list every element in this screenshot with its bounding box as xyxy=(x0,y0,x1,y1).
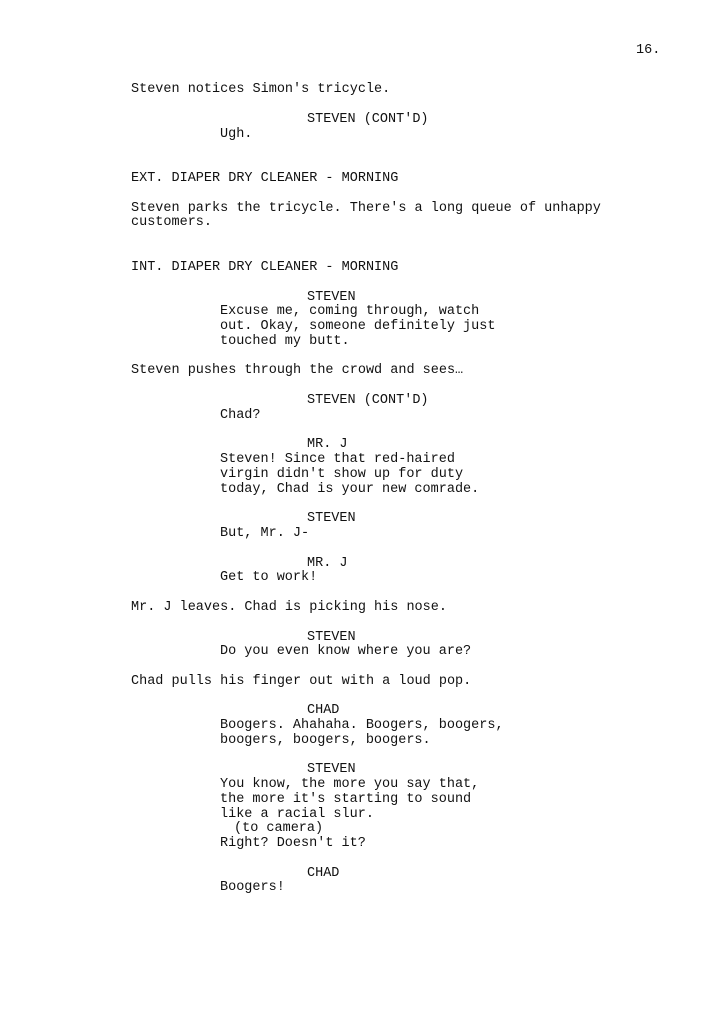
dialogue-line: touched my butt. xyxy=(220,334,350,349)
dialogue-line: the more it's starting to sound xyxy=(220,792,472,807)
dialogue-line: Ugh. xyxy=(220,127,253,142)
character-cue: CHAD xyxy=(307,866,340,881)
action-line: Chad pulls his finger out with a loud pop. xyxy=(131,674,472,689)
dialogue-line: Chad? xyxy=(220,408,261,423)
character-cue: STEVEN (CONT'D) xyxy=(307,393,429,408)
scene-heading: INT. DIAPER DRY CLEANER - MORNING xyxy=(131,260,399,275)
dialogue-line: Right? Doesn't it? xyxy=(220,836,366,851)
scene-heading: EXT. DIAPER DRY CLEANER - MORNING xyxy=(131,171,399,186)
character-cue: MR. J xyxy=(307,556,348,571)
dialogue-line: like a racial slur. xyxy=(220,807,374,822)
dialogue-line: Do you even know where you are? xyxy=(220,644,472,659)
dialogue-line: virgin didn't show up for duty xyxy=(220,467,464,482)
dialogue-line: Boogers! xyxy=(220,880,285,895)
character-cue: STEVEN xyxy=(307,511,356,526)
dialogue-line: boogers, boogers, boogers. xyxy=(220,733,431,748)
character-cue: STEVEN xyxy=(307,630,356,645)
character-cue: MR. J xyxy=(307,437,348,452)
dialogue-line: today, Chad is your new comrade. xyxy=(220,482,480,497)
dialogue-line: Steven! Since that red-haired xyxy=(220,452,455,467)
dialogue-line: out. Okay, someone definitely just xyxy=(220,319,496,334)
parenthetical: (to camera) xyxy=(234,821,324,836)
dialogue-line: But, Mr. J- xyxy=(220,526,310,541)
page-number: 16. xyxy=(636,43,661,58)
action-line: customers. xyxy=(131,215,213,230)
action-line: Steven pushes through the crowd and sees… xyxy=(131,363,464,378)
character-cue: STEVEN (CONT'D) xyxy=(307,112,429,127)
dialogue-line: You know, the more you say that, xyxy=(220,777,480,792)
action-line: Steven parks the tricycle. There's a long queue of unhappy xyxy=(131,201,601,216)
action-line: Steven notices Simon's tricycle. xyxy=(131,82,391,97)
dialogue-line: Excuse me, coming through, watch xyxy=(220,304,480,319)
character-cue: STEVEN xyxy=(307,762,356,777)
action-line: Mr. J leaves. Chad is picking his nose. xyxy=(131,600,447,615)
character-cue: STEVEN xyxy=(307,290,356,305)
character-cue: CHAD xyxy=(307,703,340,718)
dialogue-line: Get to work! xyxy=(220,570,318,585)
dialogue-line: Boogers. Ahahaha. Boogers, boogers, xyxy=(220,718,504,733)
